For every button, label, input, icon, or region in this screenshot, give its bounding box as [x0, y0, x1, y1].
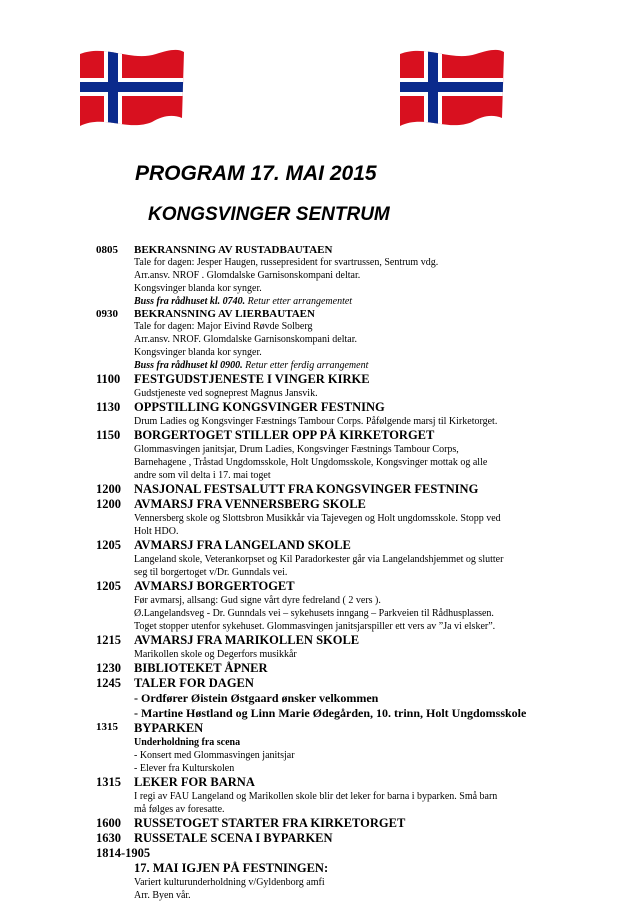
- entry-detail-text: seg til borgertoget v/Dr. Gunndals vei.: [134, 567, 288, 578]
- program-entry: [96, 816, 546, 831]
- program-entry: [96, 661, 546, 676]
- entry-title: NASJONAL FESTSALUTT FRA KONGSVINGER FESTNING: [134, 482, 479, 496]
- entry-time: 1205: [96, 538, 121, 552]
- entry-detail-line: [134, 387, 546, 400]
- entry-detail-line: [134, 359, 546, 372]
- entry-time: 1130: [96, 400, 121, 414]
- entry-detail-line: [134, 790, 546, 803]
- entry-detail-line: [134, 691, 546, 706]
- entry-time: 1245: [96, 676, 121, 690]
- entry-detail-line: [134, 346, 546, 359]
- program-entry: [96, 775, 546, 816]
- entry-detail-text: Buss fra rådhuset kl 0900.: [134, 360, 243, 371]
- entry-detail-line: [134, 443, 546, 456]
- program-entry: [96, 428, 546, 482]
- entry-title: AVMARSJ FRA LANGELAND SKOLE: [134, 538, 351, 552]
- entry-detail-line: [134, 282, 546, 295]
- entry-detail-line: [134, 333, 546, 346]
- entry-time: 1600: [96, 816, 121, 830]
- entry-detail-line: [134, 876, 546, 889]
- entry-title: AVMARSJ FRA VENNERSBERG SKOLE: [134, 497, 366, 511]
- entry-detail-text: Toget stopper utenfor sykehuset. Glommasvingen janitsjarspiller ett vers av ”Ja vi elsker”.: [134, 621, 496, 632]
- entry-detail-note: Retur etter arrangementet: [245, 296, 353, 307]
- entry-time: 1100: [96, 372, 121, 386]
- entry-title: [134, 846, 546, 861]
- entry-title: AVMARSJ BORGERTOGET: [134, 579, 295, 593]
- entry-detail-line: [134, 566, 546, 579]
- entry-title: LEKER FOR BARNA: [134, 775, 255, 789]
- entry-detail-text: Ø.Langelandsveg - Dr. Gunndals vei – sykehusets inngang – Parkveien til Rådhusplassen.: [134, 608, 494, 619]
- entry-detail-line: [134, 456, 546, 469]
- program-entry: [96, 721, 546, 775]
- program-entry: [96, 579, 546, 633]
- entry-time: 1200: [96, 482, 121, 496]
- entry-time: 1205: [96, 579, 121, 593]
- entry-time: 1150: [96, 428, 121, 442]
- program-list: [96, 244, 546, 902]
- entry-detail-text: Kongsvinger blanda kor synger.: [134, 283, 262, 294]
- entry-detail-line: [134, 415, 546, 428]
- entry-detail-text: Drum Ladies og Kongsvinger Fæstnings Tambour Corps. Påfølgende marsj til Kirketorget.: [134, 416, 498, 427]
- entry-title: BIBLIOTEKET ÅPNER: [134, 661, 268, 675]
- entry-time: 0930: [96, 308, 118, 320]
- entry-detail-text: Før avmarsj, allsang: Gud signe vårt dyre fedreland ( 2 vers ).: [134, 595, 381, 606]
- norwegian-flag-right: [396, 44, 506, 130]
- entry-detail-text: Marikollen skole og Degerfors musikkår: [134, 649, 297, 660]
- program-entry: [96, 538, 546, 579]
- entry-detail-line: [134, 553, 546, 566]
- entry-title: RUSSETOGET STARTER FRA KIRKETORGET: [134, 816, 406, 830]
- entry-detail-line: [134, 269, 546, 282]
- program-entry: [96, 676, 546, 721]
- entry-detail-line: [134, 803, 546, 816]
- entry-title: RUSSETALE SCENA I BYPARKEN: [134, 831, 333, 845]
- entry-detail-text: Tale for dagen: Major Eivind Røvde Solberg: [134, 321, 313, 332]
- entry-detail-line: [134, 648, 546, 661]
- entry-detail-line: [134, 594, 546, 607]
- entry-detail-text: Variert kulturunderholdning v/Gyldenborg amfi: [134, 877, 325, 888]
- entry-detail-line: [134, 525, 546, 538]
- entry-time: 0805: [96, 244, 118, 256]
- entry-detail-text: Vennersberg skole og Slottsbron Musikkår via Tajevegen og Holt ungdomsskole. Stopp ved: [134, 513, 501, 524]
- entry-title: 17. MAI IGJEN PÅ FESTNINGEN:: [134, 861, 329, 875]
- entry-detail-text: - Elever fra Kulturskolen: [134, 763, 235, 774]
- entry-detail-text: må følges av foresatte.: [134, 804, 225, 815]
- program-entry: [96, 861, 546, 902]
- entry-title: BEKRANSNING AV RUSTADBAUTAEN: [134, 244, 333, 256]
- entry-detail-note: Retur etter ferdig arrangement: [242, 360, 369, 371]
- entry-detail-line: [134, 295, 546, 308]
- entry-detail-line: [134, 320, 546, 333]
- entry-detail-line: [134, 706, 546, 721]
- entry-title: OPPSTILLING KONGSVINGER FESTNING: [134, 400, 385, 414]
- entry-title: FESTGUDSTJENESTE I VINGER KIRKE: [134, 372, 370, 386]
- entry-detail-text: Arr. Byen vår.: [134, 890, 191, 901]
- page-subtitle: KONGSVINGER SENTRUM: [148, 204, 390, 225]
- entry-time: 1814-1905: [96, 846, 151, 860]
- entry-time: 1315: [96, 721, 118, 733]
- entry-detail-line: [134, 736, 546, 749]
- entry-title: AVMARSJ FRA MARIKOLLEN SKOLE: [134, 633, 360, 647]
- entry-detail-text: Barnehagene , Tråstad Ungdomsskole, Holt Ungdomsskole, Kongsvinger mottak og alle: [134, 457, 488, 468]
- norwegian-flag-left: [76, 44, 186, 130]
- program-entry: [96, 831, 546, 846]
- entry-detail-text: Tale for dagen: Jesper Haugen, russepresident for svartrussen, Sentrum vdg.: [134, 257, 439, 268]
- entry-detail-line: [134, 607, 546, 620]
- entry-detail-text: - Martine Høstland og Linn Marie Ødegården, 10. trinn, Holt Ungdomsskole: [134, 706, 527, 720]
- entry-detail-line: [134, 469, 546, 482]
- entry-detail-line: [134, 749, 546, 762]
- entry-title: BEKRANSNING AV LIERBAUTAEN: [134, 308, 315, 320]
- program-entry: [96, 400, 546, 428]
- program-entry: [96, 372, 546, 400]
- program-entry: [96, 482, 546, 497]
- program-entry: [96, 497, 546, 538]
- entry-detail-text: - Ordfører Øistein Østgaard ønsker velkommen: [134, 691, 379, 705]
- entry-detail-line: [134, 512, 546, 525]
- entry-title: BORGERTOGET STILLER OPP PÅ KIRKETORGET: [134, 428, 435, 442]
- entry-detail-text: Langeland skole, Veterankorpset og Kil Paradorkester går via Langelandshjemmet og slutter: [134, 554, 504, 565]
- entry-title: TALER FOR DAGEN: [134, 676, 254, 690]
- entry-detail-line: [134, 762, 546, 775]
- entry-detail-text: Underholdning fra scena: [134, 737, 241, 748]
- program-entry: [96, 244, 546, 308]
- entry-detail-line: [134, 889, 546, 902]
- entry-detail-text: andre som vil delta i 17. mai toget: [134, 470, 271, 481]
- program-entry: [96, 633, 546, 661]
- program-entry: [96, 846, 546, 861]
- entry-time: 1630: [96, 831, 121, 845]
- entry-time: 1215: [96, 633, 121, 647]
- program-entry: [96, 308, 546, 372]
- entry-detail-text: Holt HDO.: [134, 526, 179, 537]
- entry-detail-text: Kongsvinger blanda kor synger.: [134, 347, 262, 358]
- entry-detail-text: I regi av FAU Langeland og Marikollen skole blir det leker for barna i byparken. Små barn: [134, 791, 498, 802]
- entry-detail-text: Glommasvingen janitsjar, Drum Ladies, Kongsvinger Fæstnings Tambour Corps,: [134, 444, 459, 455]
- entry-title: BYPARKEN: [134, 721, 204, 735]
- entry-detail-text: Gudstjeneste ved sogneprest Magnus Jansvik.: [134, 388, 318, 399]
- entry-detail-text: Arr.ansv. NROF. Glomdalske Garnisonskompani deltar.: [134, 334, 357, 345]
- entry-time: 1315: [96, 775, 121, 789]
- entry-detail-text: Buss fra rådhuset kl. 0740.: [134, 296, 246, 307]
- entry-time: 1200: [96, 497, 121, 511]
- entry-detail-line: [134, 256, 546, 269]
- entry-detail-text: - Konsert med Glommasvingen janitsjar: [134, 750, 295, 761]
- page-title: PROGRAM 17. MAI 2015: [135, 162, 377, 185]
- entry-detail-text: Arr.ansv. NROF . Glomdalske Garnisonskompani deltar.: [134, 270, 361, 281]
- entry-detail-line: [134, 620, 546, 633]
- entry-time: 1230: [96, 661, 121, 675]
